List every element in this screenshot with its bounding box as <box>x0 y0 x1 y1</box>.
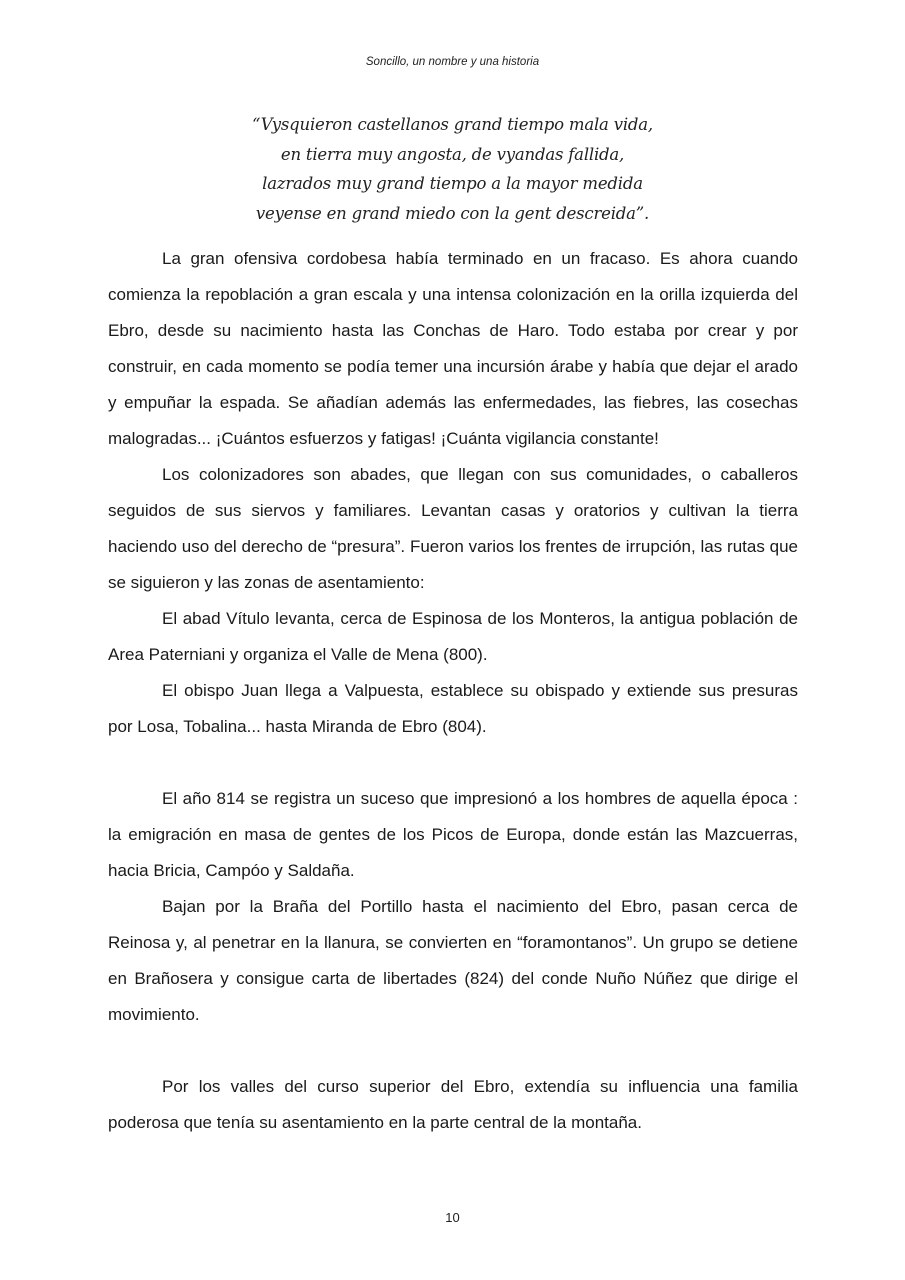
poem-line: en tierra muy angosta, de vyandas fallida, <box>280 144 625 164</box>
running-header: Soncillo, un nombre y una historia <box>365 56 540 68</box>
body-text <box>108 241 798 1141</box>
epigraph-poem <box>0 110 905 228</box>
paragraph-ebro-valleys: Por los valles del curso superior del Ebro, extendía su influencia una familia poderosa que tenía su asentamiento en la parte central de la montaña. <box>108 1077 798 1132</box>
paragraph-year-814: El año 814 se registra un suceso que impresionó a los hombres de aquella época : la emigración en masa de gentes de los Picos de Europa, donde están las Mazcuerras, hacia Bricia, Campóo y Saldaña. <box>108 789 798 880</box>
paragraph-colonizers: Los colonizadores son abades, que llegan con sus comunidades, o caballeros seguidos de sus siervos y familiares. Levantan casas y oratorios y cultivan la tierra haciendo uso del derecho de “presura”. Fueron varios los frentes de irrupción, las rutas que se siguieron y las zonas de asentamiento: <box>108 465 798 592</box>
page-number: 10 <box>445 1210 460 1225</box>
poem-line: lazrados muy grand tiempo a la mayor medida <box>262 174 643 193</box>
poem-line: veyense en grand miedo con la gent descreida”. <box>255 203 650 223</box>
paragraph-cordoban-offensive: La gran ofensiva cordobesa había terminado en un fracaso. Es ahora cuando comienza la repoblación a gran escala y una intensa colonización en la orilla izquierda del Ebro, desde su nacimiento hasta las Conchas de Haro. Todo estaba por crear y por construir, en cada momento se podía temer una incursión árabe y había que dejar el arado y empuñar la espada. Se añadían además las enfermedades, las fiebres, las cosechas malogradas... ¡Cuántos esfuerzos y fatigas! ¡Cuánta vigilancia constante! <box>108 249 798 448</box>
paragraph-brana-portillo: Bajan por la Braña del Portillo hasta el nacimiento del Ebro, pasan cerca de Reinosa y, al penetrar en la llanura, se convierten en “foramontanos”. Un grupo se detiene en Brañosera y consigue carta de libertades (824) del conde Nuño Núñez que dirige el movimiento. <box>108 897 798 1024</box>
paragraph-abbot-vitulo: El abad Vítulo levanta, cerca de Espinosa de los Monteros, la antigua población de Area Paterniani y organiza el Valle de Mena (800). <box>108 609 798 664</box>
poem-line: “Vysquieron castellanos grand tiempo mala vida, <box>252 115 653 134</box>
paragraph-bishop-juan: El obispo Juan llega a Valpuesta, establece su obispado y extiende sus presuras por Losa, Tobalina... hasta Miranda de Ebro (804). <box>108 681 798 736</box>
